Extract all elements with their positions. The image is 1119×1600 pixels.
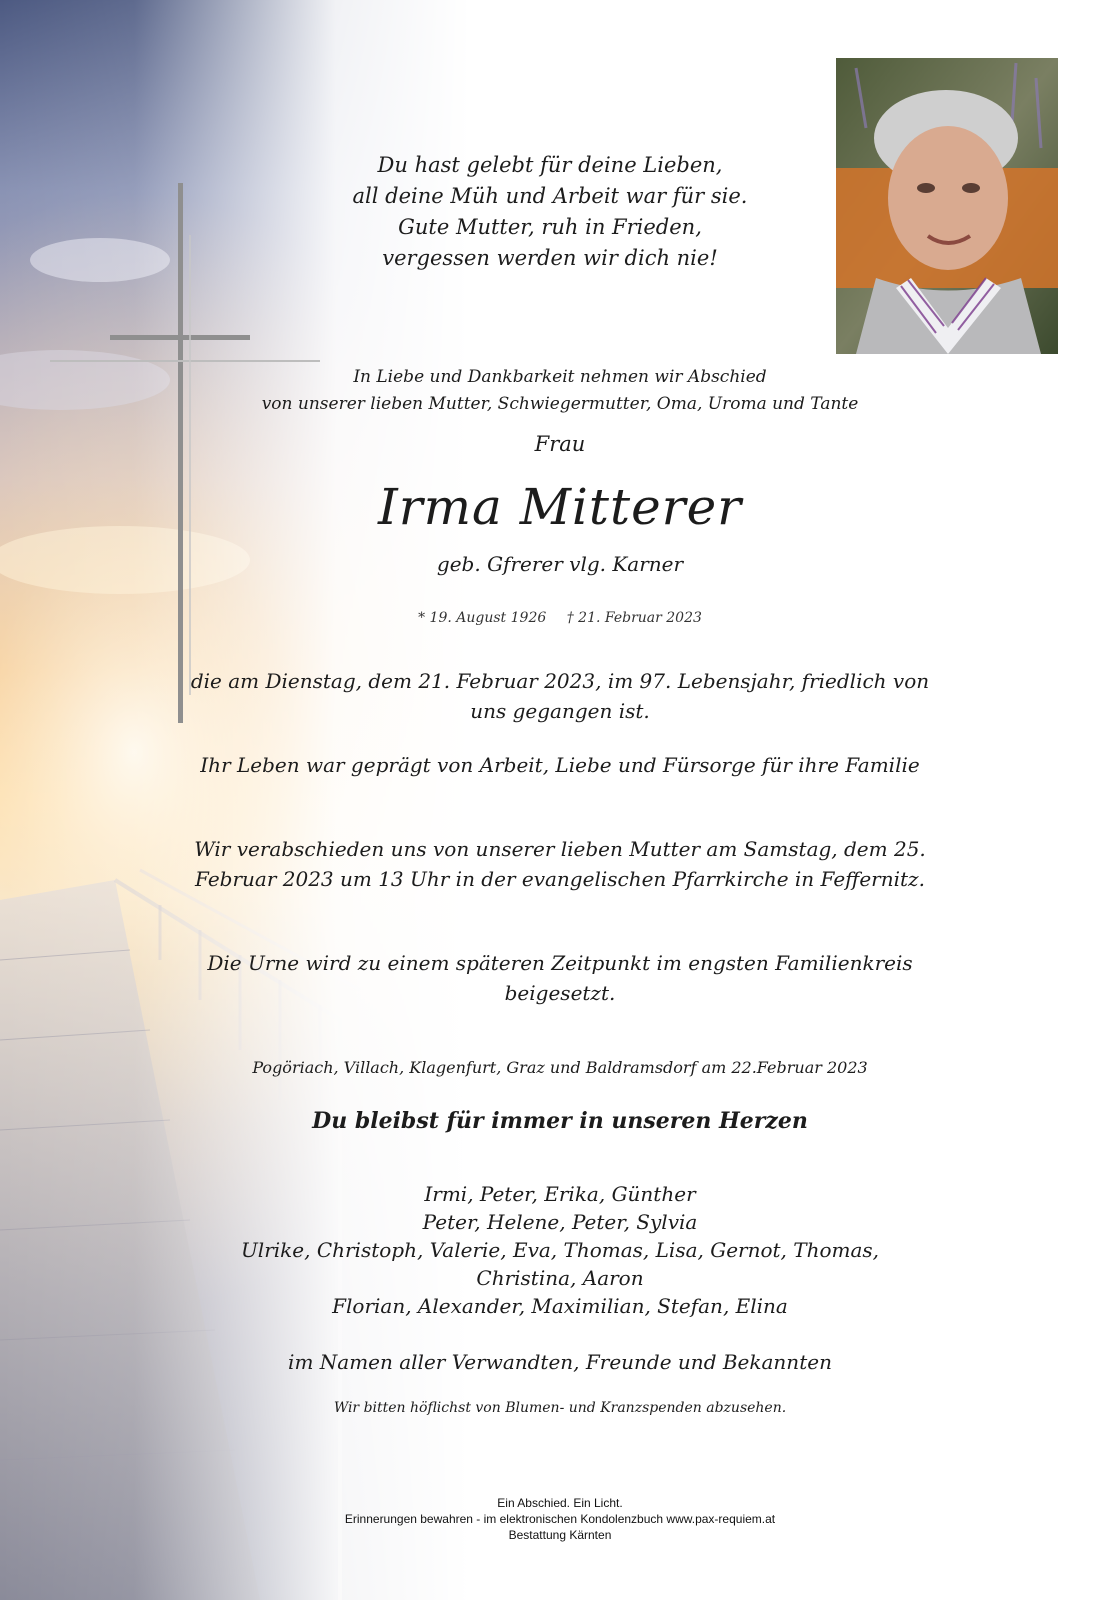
poem-line: vergessen werden wir dich nie! (382, 246, 718, 270)
family-list (200, 1180, 920, 1320)
deceased-name: Irma Mitterer (377, 478, 743, 536)
footer (260, 1495, 860, 1543)
farewell-heading: Du bleibst für immer in unseren Herzen (312, 1108, 808, 1134)
portrait-photo (836, 58, 1058, 354)
intro-line: von unserer lieben Mutter, Schwiegermutter, Oma, Uroma und Tante (261, 394, 859, 414)
life-dates (160, 610, 960, 626)
poem-line: Du hast gelebt für deine Lieben, (377, 153, 723, 177)
family-line: Irmi, Peter, Erika, Günther (424, 1182, 696, 1206)
intro-text (160, 364, 960, 418)
poem-line: Gute Mutter, ruh in Frieden, (398, 215, 702, 239)
relatives-line: im Namen aller Verwandten, Freunde und Bekannten (288, 1350, 832, 1374)
poem-line: all deine Müh und Arbeit war für sie. (352, 184, 748, 208)
place-and-date: Pogöriach, Villach, Klagenfurt, Graz und Baldramsdorf am 22.Februar 2023 (252, 1058, 868, 1077)
urn-paragraph: Die Urne wird zu einem späteren Zeitpunkt im engsten Familienkreis beigesetzt. (207, 951, 913, 1005)
family-line: Florian, Alexander, Maximilian, Stefan, Elina (332, 1294, 788, 1318)
salutation: Frau (534, 432, 586, 456)
death-notice-paragraph: die am Dienstag, dem 21. Februar 2023, im 97. Lebensjahr, friedlich von uns gegangen ist. (190, 669, 930, 723)
family-line: Ulrike, Christoph, Valerie, Eva, Thomas, Lisa, Gernot, Thomas, (240, 1238, 880, 1262)
family-line: Peter, Helene, Peter, Sylvia (422, 1210, 698, 1234)
footer-tagline: Ein Abschied. Ein Licht. (497, 1496, 623, 1510)
family-line: Christina, Aaron (476, 1266, 644, 1290)
birth-date: * 19. August 1926 (418, 610, 547, 626)
birth-name: geb. Gfrerer vlg. Karner (436, 552, 684, 576)
poem (250, 150, 850, 274)
life-paragraph: Ihr Leben war geprägt von Arbeit, Liebe und Fürsorge für ihre Familie (200, 753, 920, 777)
footer-condolence-link[interactable]: Erinnerungen bewahren - im elektronischen Kondolenzbuch www.pax-requiem.at (344, 1512, 776, 1526)
footer-company: Bestattung Kärnten (508, 1528, 612, 1542)
death-date: † 21. Februar 2023 (566, 610, 702, 626)
flowers-request: Wir bitten höflichst von Blumen- und Kranzspenden abzusehen. (333, 1400, 787, 1416)
funeral-paragraph: Wir verabschieden uns von unserer lieben Mutter am Samstag, dem 25. Februar 2023 um 13 Uhr in der evangelischen Pfarrkirche in Feffernitz. (194, 837, 926, 891)
intro-line: In Liebe und Dankbarkeit nehmen wir Abschied (353, 367, 767, 387)
